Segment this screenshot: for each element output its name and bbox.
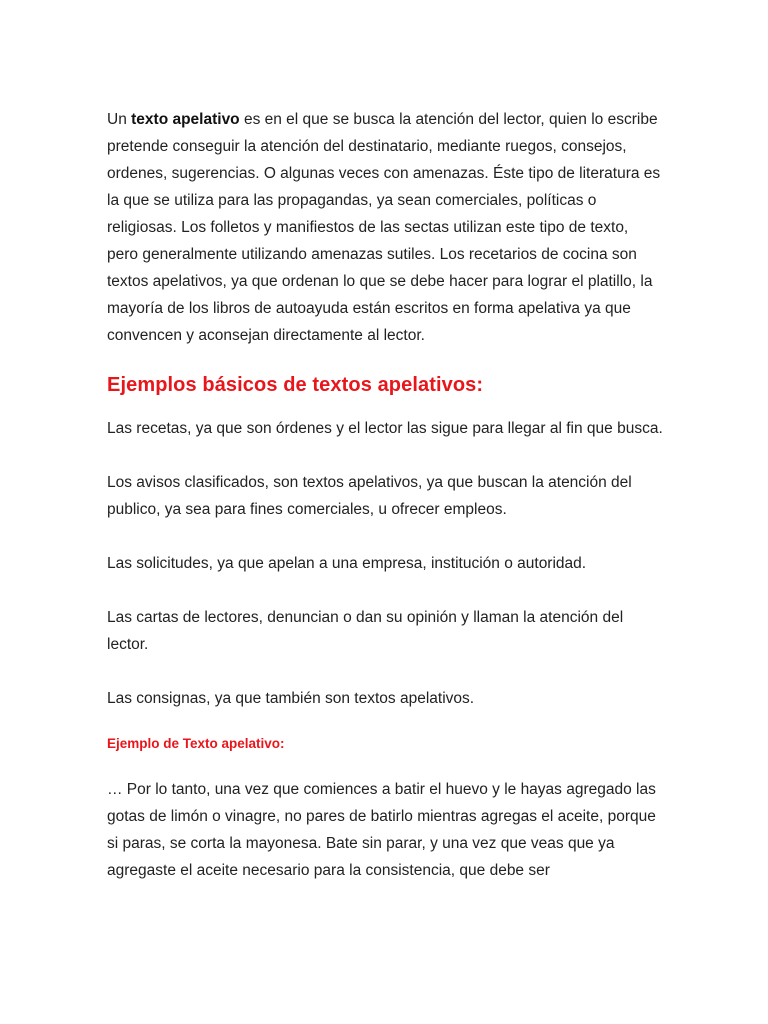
example-text-paragraph: … Por lo tanto, una vez que comiences a batir el huevo y le hayas agregado las gotas de limón o vinagre, no pares de batirlo mientras agregas el aceite, porque si paras, se corta la mayonesa. Bate sin parar, y una vez que veas que ya agregaste el aceite necesario para la consistencia, que debe ser bbox=[107, 781, 656, 879]
example-text-heading: Ejemplo de Texto apelativo: bbox=[107, 736, 285, 751]
intro-body: es en el que se busca la atención del lector, quien lo escribe pretende conseguir la atención del destinatario, mediante ruegos, consejos, ordenes, sugerencias. O algunas veces con amenazas. Éste tipo de literatura es la que se utiliza para las propagandas, ya sean comerciales, políticas o religiosas. Los folletos y manifiestos de las sectas utilizan este tipo de texto, pero generalmente utilizando amenazas sutiles. Los recetarios de cocina son textos apelativos, ya que ordenan lo que se debe hacer para lograr el platillo, la mayoría de los libros de autoayuda están escritos en forma apelativa ya que convencen y aconsejan directamente al lector. bbox=[107, 111, 661, 344]
document-page bbox=[107, 106, 663, 884]
intro-paragraph bbox=[107, 106, 663, 349]
example-item-solicitudes: Las solicitudes, ya que apelan a una empresa, institución o autoridad. bbox=[107, 555, 587, 572]
intro-term: texto apelativo bbox=[131, 111, 240, 128]
example-item-consignas: Las consignas, ya que también son textos apelativos. bbox=[107, 690, 475, 707]
intro-lead: Un bbox=[107, 111, 132, 128]
example-item-cartas: Las cartas de lectores, denuncian o dan su opinión y llaman la atención del lector. bbox=[107, 609, 624, 653]
example-item-avisos: Los avisos clasificados, son textos apelativos, ya que buscan la atención del publico, ya sea para fines comerciales, u ofrecer empleos. bbox=[107, 474, 632, 518]
example-item-recetas: Las recetas, ya que son órdenes y el lector las sigue para llegar al fin que busca. bbox=[107, 420, 663, 437]
examples-heading: Ejemplos básicos de textos apelativos: bbox=[107, 374, 484, 396]
